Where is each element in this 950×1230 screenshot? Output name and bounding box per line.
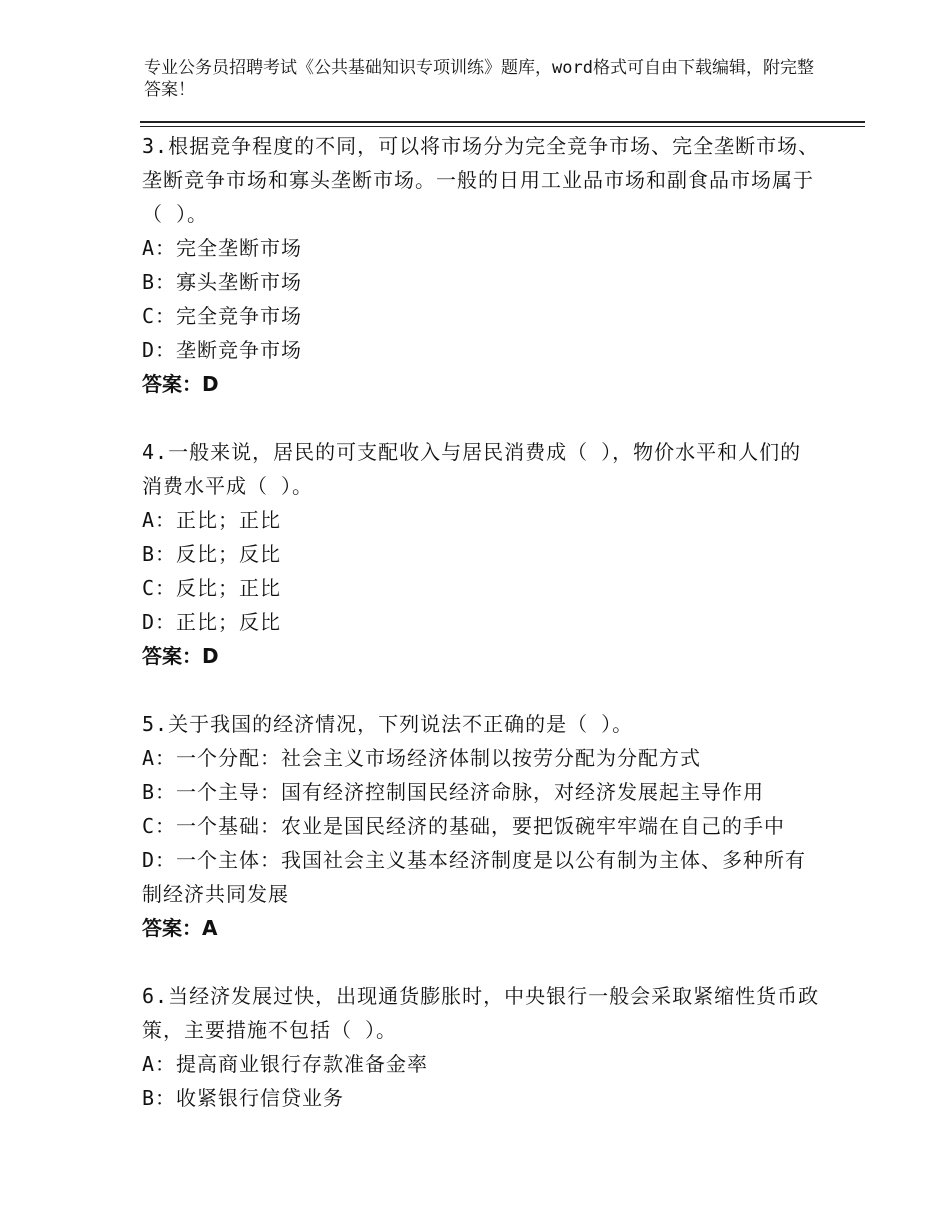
page-header: 专业公务员招聘考试《公共基础知识专项训练》题库，word格式可自由下载编辑，附完整答案！ — [144, 58, 814, 100]
option-c: C：一个基础：农业是国民经济的基础，要把饭碗牢牢端在自己的手中 — [142, 814, 786, 838]
question-stem: 6.当经济发展过快，出现通货膨胀时，中央银行一般会采取紧缩性货币政策，主要措施不包括（ ）。 — [142, 984, 820, 1042]
option-c: C：反比；正比 — [142, 576, 282, 600]
option-b: B：寡头垄断市场 — [142, 270, 303, 294]
option-a: A：正比；正比 — [142, 508, 282, 532]
option-d: D：垄断竞争市场 — [142, 338, 303, 362]
question-3 — [142, 129, 822, 401]
question-list — [142, 129, 822, 1149]
option-a: A：提高商业银行存款准备金率 — [142, 1052, 429, 1076]
option-b: B：收紧银行信贷业务 — [142, 1086, 345, 1110]
answer-line: 答案：D — [142, 372, 219, 396]
answer-line: 答案：D — [142, 644, 219, 668]
question-4 — [142, 435, 822, 673]
question-5 — [142, 707, 822, 945]
option-a: A：完全垄断市场 — [142, 236, 303, 260]
header-divider-thick — [140, 121, 865, 123]
question-stem: 3.根据竞争程度的不同，可以将市场分为完全竞争市场、完全垄断市场、垄断竞争市场和寡头垄断市场。一般的日用工业品市场和副食品市场属于（ ）。 — [142, 134, 820, 226]
option-d: D：一个主体：我国社会主义基本经济制度是以公有制为主体、多种所有制经济共同发展 — [142, 848, 807, 906]
option-c: C：完全竞争市场 — [142, 304, 303, 328]
option-b: B：一个主导：国有经济控制国民经济命脉，对经济发展起主导作用 — [142, 780, 765, 804]
question-6 — [142, 979, 822, 1115]
answer-line: 答案：A — [142, 916, 218, 940]
question-stem: 4.一般来说，居民的可支配收入与居民消费成（ ），物价水平和人们的消费水平成（ ）。 — [142, 440, 802, 498]
option-a: A：一个分配：社会主义市场经济体制以按劳分配为分配方式 — [142, 746, 702, 770]
option-d: D：正比；反比 — [142, 610, 282, 634]
option-b: B：反比；反比 — [142, 542, 282, 566]
question-stem: 5.关于我国的经济情况，下列说法不正确的是（ ）。 — [142, 712, 634, 736]
header-divider-thin — [140, 126, 865, 127]
